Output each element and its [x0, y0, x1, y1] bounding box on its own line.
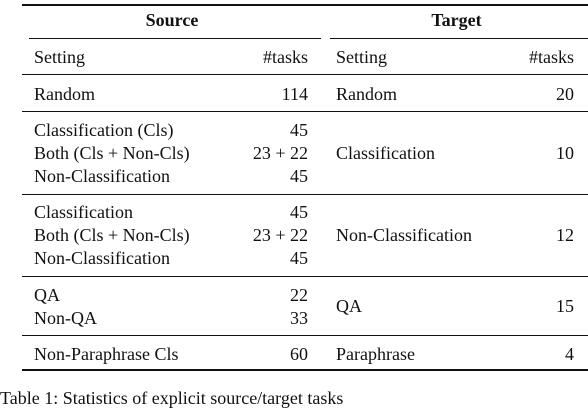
- target-tasks-cell: 12: [556, 225, 574, 245]
- source-setting-cell: Non-Classification: [34, 166, 170, 186]
- group-rule: [22, 194, 588, 195]
- source-tasks-cell: 45: [290, 248, 308, 268]
- source-tasks-cell: 60: [290, 344, 308, 364]
- source-setting-cell: Non-Classification: [34, 248, 170, 268]
- target-setting-cell: Classification: [336, 143, 435, 163]
- group-rule: [22, 276, 588, 277]
- table-top-rule: [22, 4, 588, 6]
- source-setting-cell: Classification (Cls): [34, 120, 174, 140]
- target-setting-cell: Random: [336, 84, 397, 104]
- source-setting-cell: Non-Paraphrase Cls: [34, 344, 179, 364]
- target-tasks-cell: 20: [556, 84, 574, 104]
- source-setting-header: Setting: [34, 47, 86, 67]
- target-tasks-cell: 4: [565, 344, 574, 364]
- source-tasks-cell: 114: [281, 84, 308, 104]
- table-bottom-rule: [22, 369, 588, 371]
- target-setting-header: Setting: [336, 47, 388, 67]
- source-tasks-cell: 22: [290, 285, 308, 305]
- source-setting-cell: QA: [34, 285, 60, 305]
- source-tasks-cell: 23 + 22: [252, 225, 308, 245]
- source-setting-cell: Both (Cls + Non-Cls): [34, 225, 190, 245]
- source-setting-cell: Non-QA: [34, 308, 97, 328]
- source-tasks-cell: 45: [290, 120, 308, 140]
- source-setting-cell: Random: [34, 84, 95, 104]
- source-tasks-cell: 33: [290, 308, 308, 328]
- source-cmidrule: [29, 38, 321, 39]
- target-setting-cell: Non-Classification: [336, 225, 472, 245]
- source-setting-cell: Classification: [34, 202, 133, 222]
- table-caption: Table 1: Statistics of explicit source/target tasks: [0, 388, 344, 408]
- target-setting-cell: QA: [336, 296, 362, 316]
- group-rule: [22, 111, 588, 112]
- target-tasks-header: #tasks: [529, 47, 574, 67]
- source-tasks-cell: 45: [290, 202, 308, 222]
- source-header: Source: [145, 10, 199, 30]
- target-tasks-cell: 15: [556, 296, 574, 316]
- source-tasks-cell: 23 + 22: [252, 143, 308, 163]
- target-cmidrule: [330, 38, 588, 39]
- source-tasks-cell: 45: [290, 166, 308, 186]
- source-setting-cell: Both (Cls + Non-Cls): [34, 143, 190, 163]
- target-setting-cell: Paraphrase: [336, 344, 415, 364]
- group-rule: [22, 335, 588, 336]
- source-tasks-header: #tasks: [263, 47, 308, 67]
- header-rule: [22, 74, 588, 75]
- target-header: Target: [431, 10, 482, 30]
- target-tasks-cell: 10: [556, 143, 574, 163]
